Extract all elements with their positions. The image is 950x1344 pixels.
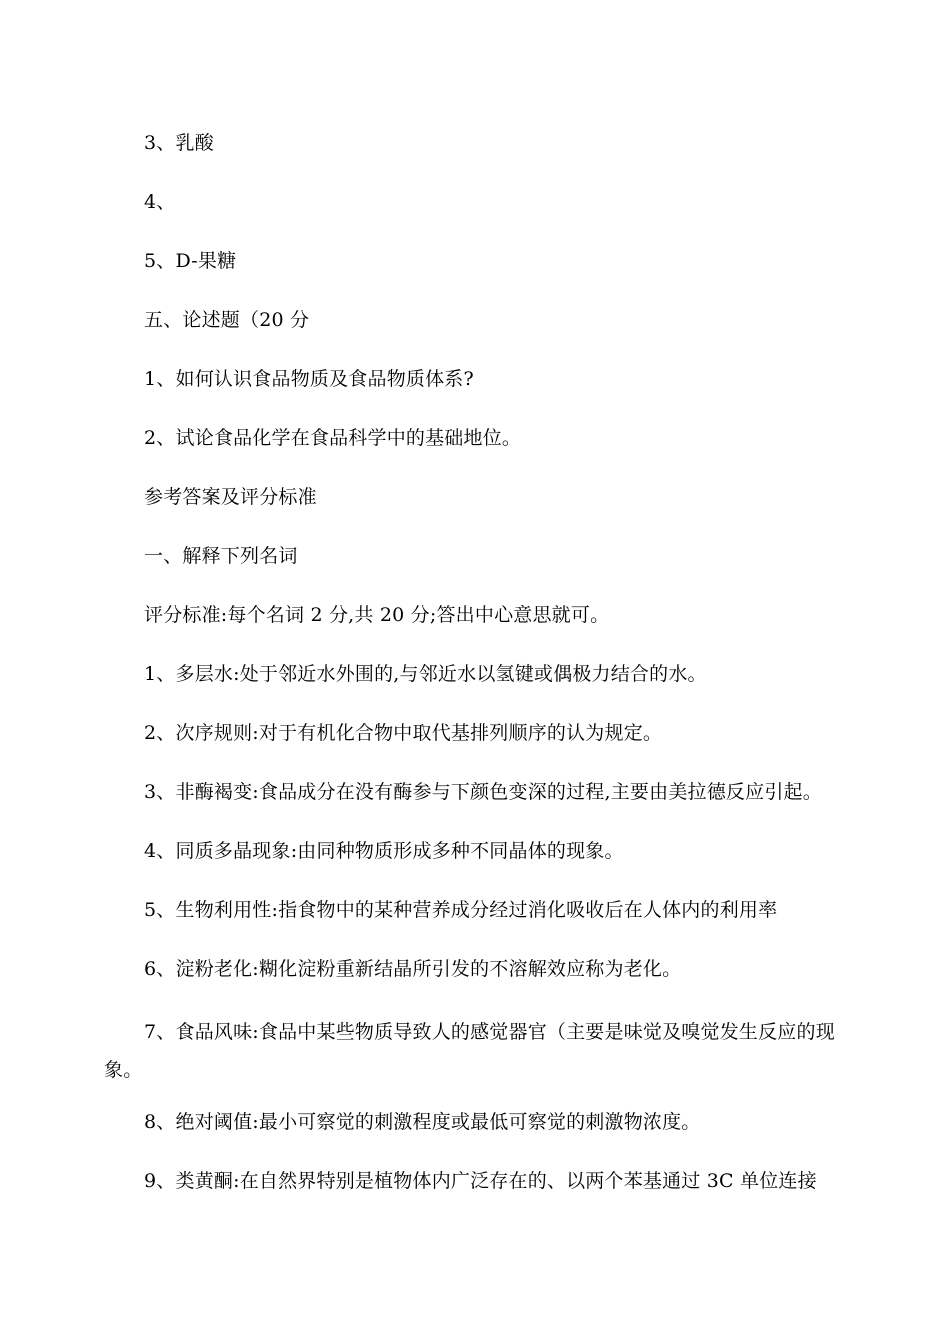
term-definition-4: 4、同质多晶现象:由同种物质形成多种不同晶体的现象。 — [144, 840, 624, 862]
term-definition-1: 1、多层水:处于邻近水外围的,与邻近水以氢键或偶极力结合的水。 — [144, 663, 707, 685]
answer-item-3: 3、乳酸 — [144, 132, 214, 154]
term-definition-6: 6、淀粉老化:糊化淀粉重新结晶所引发的不溶解效应称为老化。 — [144, 958, 682, 980]
essay-question-1: 1、如何认识食品物质及食品物质体系? — [144, 368, 474, 390]
section-heading-essay: 五、论述题（20 分 — [144, 309, 310, 331]
term-definition-5: 5、生物利用性:指食物中的某种营养成分经过消化吸收后在人体内的利用率 — [144, 899, 778, 921]
answer-item-5: 5、D-果糖 — [144, 250, 237, 272]
grading-criteria: 评分标准:每个名词 2 分,共 20 分;答出中心意思就可。 — [144, 604, 610, 626]
answer-item-4: 4、 — [144, 191, 176, 213]
term-definition-3: 3、非酶褐变:食品成分在没有酶参与下颜色变深的过程,主要由美拉德反应引起。 — [144, 781, 822, 803]
term-definition-8: 8、绝对阈值:最小可察觉的刺激程度或最低可察觉的刺激物浓度。 — [144, 1111, 701, 1133]
essay-question-2: 2、试论食品化学在食品科学中的基础地位。 — [144, 427, 522, 449]
answer-key-title: 参考答案及评分标准 — [144, 486, 317, 508]
term-definition-2: 2、次序规则:对于有机化合物中取代基排列顺序的认为规定。 — [144, 722, 663, 744]
section-heading-terms: 一、解释下列名词 — [144, 545, 298, 567]
term-definition-7: 7、食品风味:食品中某些物质导致人的感觉器官（主要是味觉及嗅觉发生反应的现象。 — [104, 1021, 835, 1081]
term-definition-9: 9、类黄酮:在自然界特别是植物体内广泛存在的、以两个苯基通过 3C 单位连接 — [144, 1170, 817, 1192]
